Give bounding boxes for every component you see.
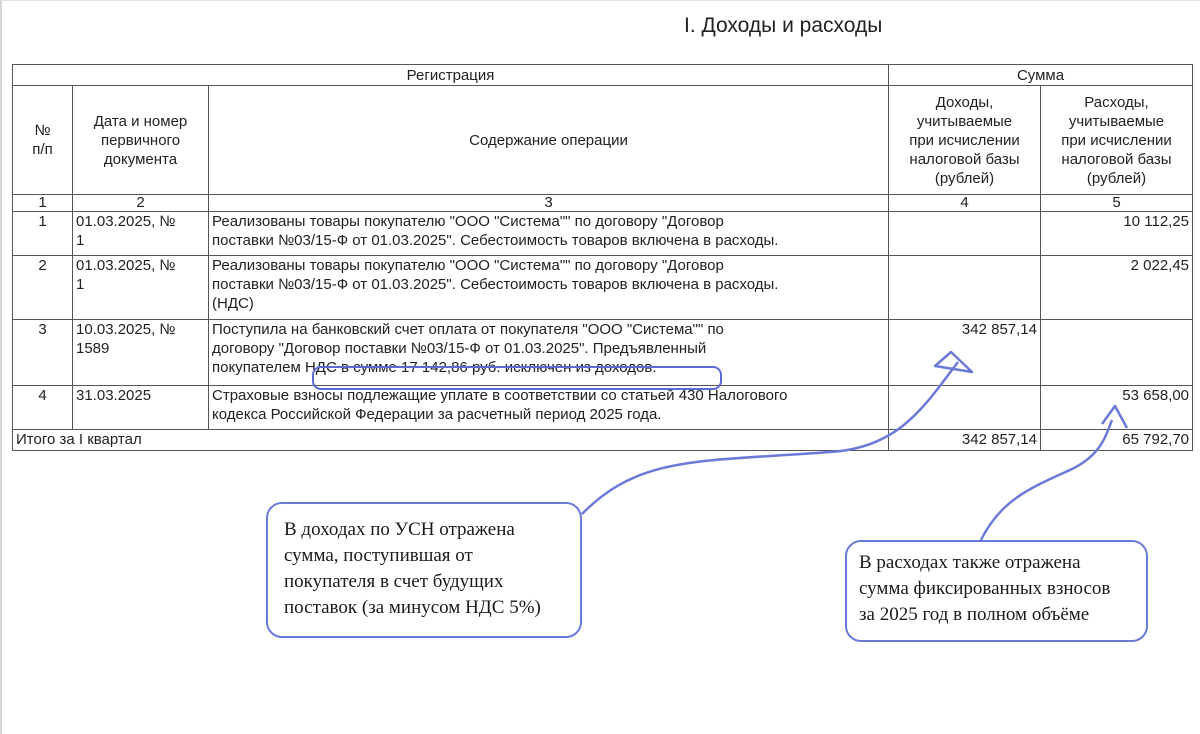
row-income — [889, 386, 1041, 430]
column-number: 2 — [73, 195, 209, 212]
row-expense: 2 022,45 — [1041, 256, 1193, 320]
row-number: 3 — [13, 320, 73, 386]
group-header-row — [13, 65, 1193, 86]
income-callout: В доходах по УСН отражена сумма, поступившая от покупателя в счет будущих поставок (за минусом НДС 5%) — [266, 502, 582, 638]
num-column-header: № п/п — [13, 86, 73, 195]
row-expense: 53 658,00 — [1041, 386, 1193, 430]
page-left-border — [0, 0, 2, 734]
amount-header: Сумма — [889, 65, 1193, 86]
total-income: 342 857,14 — [889, 430, 1041, 451]
content-column-header: Содержание операции — [209, 86, 889, 195]
row-income — [889, 212, 1041, 256]
row-date: 01.03.2025, № 1 — [73, 256, 209, 320]
column-number: 3 — [209, 195, 889, 212]
column-number-row — [13, 195, 1193, 212]
total-row — [13, 430, 1193, 451]
page-title: I. Доходы и расходы — [684, 14, 883, 37]
income-column-header: Доходы, учитываемые при исчислении налоговой базы (рублей) — [889, 86, 1041, 195]
column-number: 5 — [1041, 195, 1193, 212]
expense-callout: В расходах также отражена сумма фиксированных взносов за 2025 год в полном объёме — [845, 540, 1148, 642]
row-date: 10.03.2025, № 1589 — [73, 320, 209, 386]
income-expense-table — [12, 64, 1193, 451]
column-number: 1 — [13, 195, 73, 212]
registration-header: Регистрация — [13, 65, 889, 86]
date-column-header: Дата и номер первичного документа — [73, 86, 209, 195]
row-date: 01.03.2025, № 1 — [73, 212, 209, 256]
row-content: Реализованы товары покупателю "ООО "Система"" по договору "Договор поставки №03/15-Ф от 01.03.2025". Себестоимость товаров включена в расходы. (НДС) — [209, 256, 889, 320]
page-top-border — [0, 0, 1200, 1]
total-expense: 65 792,70 — [1041, 430, 1193, 451]
row-income — [889, 256, 1041, 320]
row-expense: 10 112,25 — [1041, 212, 1193, 256]
table-row — [13, 386, 1193, 430]
row-number: 1 — [13, 212, 73, 256]
row-number: 4 — [13, 386, 73, 430]
vat-highlight-oval — [312, 366, 722, 390]
table-row — [13, 212, 1193, 256]
row-date: 31.03.2025 — [73, 386, 209, 430]
row-expense — [1041, 320, 1193, 386]
row-content: Поступила на банковский счет оплата от покупателя "ООО "Система"" по договору "Договор поставки №03/15-Ф от 01.03.2025". Предъявленный покупателем НДС в сумме 17 142,86 руб. исключен из доходов. — [209, 320, 889, 386]
column-number: 4 — [889, 195, 1041, 212]
column-header-row — [13, 86, 1193, 195]
total-label: Итого за I квартал — [13, 430, 889, 451]
row-content: Страховые взносы подлежащие уплате в соответствии со статьей 430 Налогового кодекса Российской Федерации за расчетный период 2025 года. — [209, 386, 889, 430]
row-number: 2 — [13, 256, 73, 320]
expense-column-header: Расходы, учитываемые при исчислении налоговой базы (рублей) — [1041, 86, 1193, 195]
row-content: Реализованы товары покупателю "ООО "Система"" по договору "Договор поставки №03/15-Ф от 01.03.2025". Себестоимость товаров включена в расходы. — [209, 212, 889, 256]
row-income: 342 857,14 — [889, 320, 1041, 386]
table-row — [13, 256, 1193, 320]
